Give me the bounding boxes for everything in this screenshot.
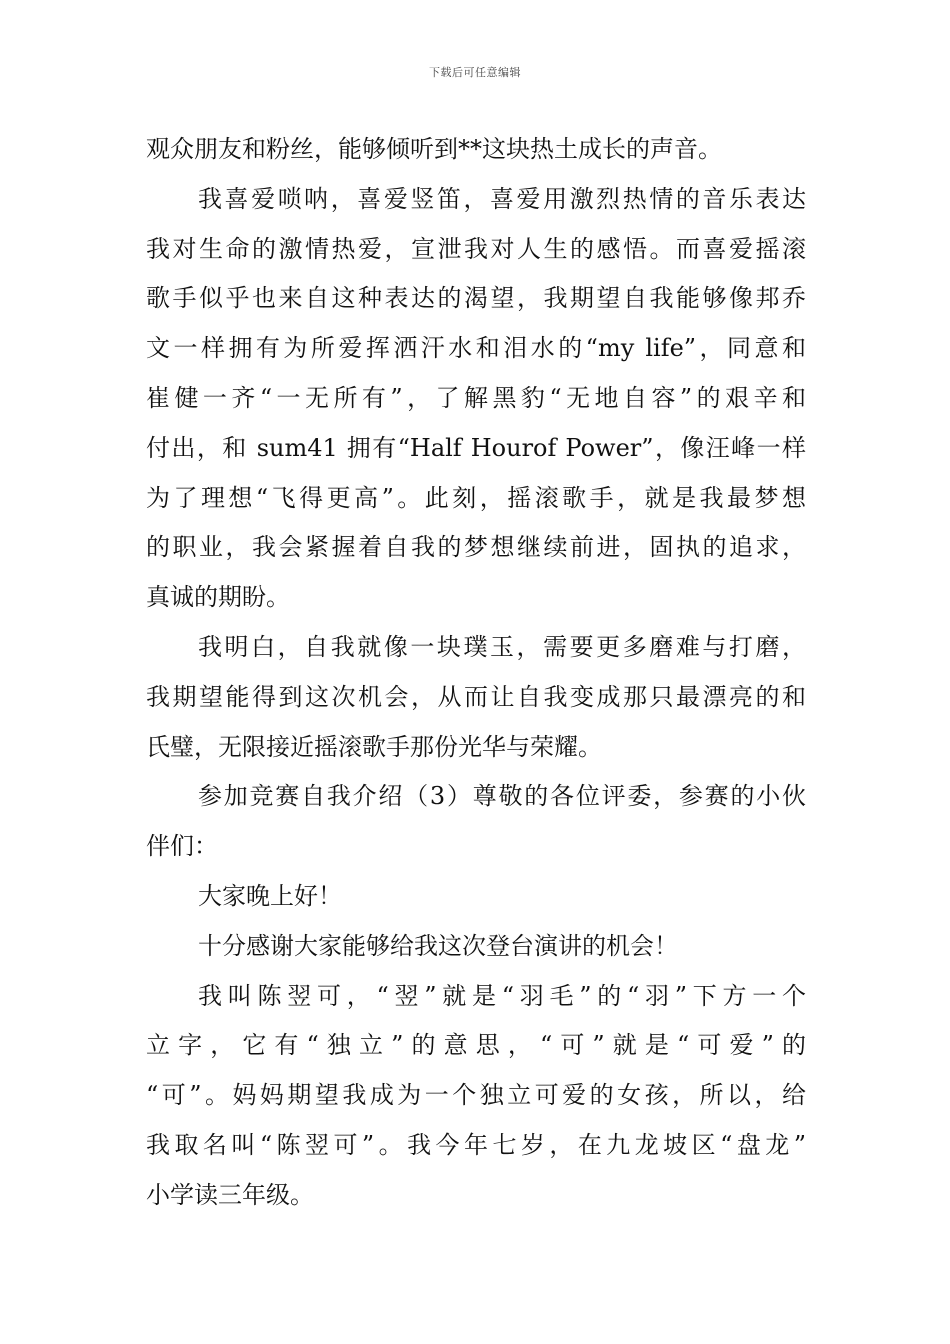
text-line: 我取名叫“陈翌可”。我今年七岁，在九龙坡区“盘龙”	[146, 1130, 806, 1159]
text-line: 的职业，我会紧握着自我的梦想继续前进，固执的追求，	[146, 533, 806, 562]
text-line: 付出，和 sum41 拥有“Half Hourof Power”，像汪峰一样	[146, 433, 806, 462]
text-line: 我喜爱唢呐，喜爱竖笛，喜爱用激烈热情的音乐表达	[198, 184, 806, 213]
text-line: 参加竞赛自我介绍（3）尊敬的各位评委，参赛的小伙	[198, 782, 806, 811]
text-line: 真诚的期盼。	[146, 583, 290, 612]
text-line: “可”。妈妈期望我成为一个独立可爱的女孩，所以，给	[146, 1081, 806, 1110]
text-line: 我期望能得到这次机会，从而让自我变成那只最漂亮的和	[146, 682, 806, 711]
text-line: 小学读三年级。	[146, 1180, 314, 1209]
text-line: 十分感谢大家能够给我这次登台演讲的机会！	[198, 931, 678, 960]
text-line: 崔健一齐“一无所有”，了解黑豹“无地自容”的艰辛和	[146, 383, 806, 412]
text-line: 我叫陈翌可，“翌”就是“羽毛”的“羽”下方一个	[198, 981, 806, 1010]
text-line: 大家晚上好！	[198, 881, 342, 910]
text-line: 氏璧，无限接近摇滚歌手那份光华与荣耀。	[146, 732, 602, 761]
page-header: 下载后可任意编辑	[429, 66, 521, 79]
document-body	[146, 125, 806, 1221]
text-line: 立字，它有“独立”的意思，“可”就是“可爱”的	[146, 1031, 806, 1060]
text-line: 歌手似乎也来自这种表达的渴望，我期望自我能够像邦乔	[146, 284, 806, 313]
text-line: 我对生命的激情热爱，宣泄我对人生的感悟。而喜爱摇滚	[146, 234, 806, 263]
text-line: 我明白，自我就像一块璞玉，需要更多磨难与打磨，	[198, 632, 806, 661]
text-line: 观众朋友和粉丝，能够倾听到**这块热土成长的声音。	[146, 135, 722, 163]
text-line: 伴们：	[146, 832, 218, 861]
text-line: 为了理想“飞得更高”。此刻，摇滚歌手，就是我最梦想	[146, 483, 806, 512]
text-line: 文一样拥有为所爱挥洒汗水和泪水的“my life”，同意和	[146, 334, 806, 363]
